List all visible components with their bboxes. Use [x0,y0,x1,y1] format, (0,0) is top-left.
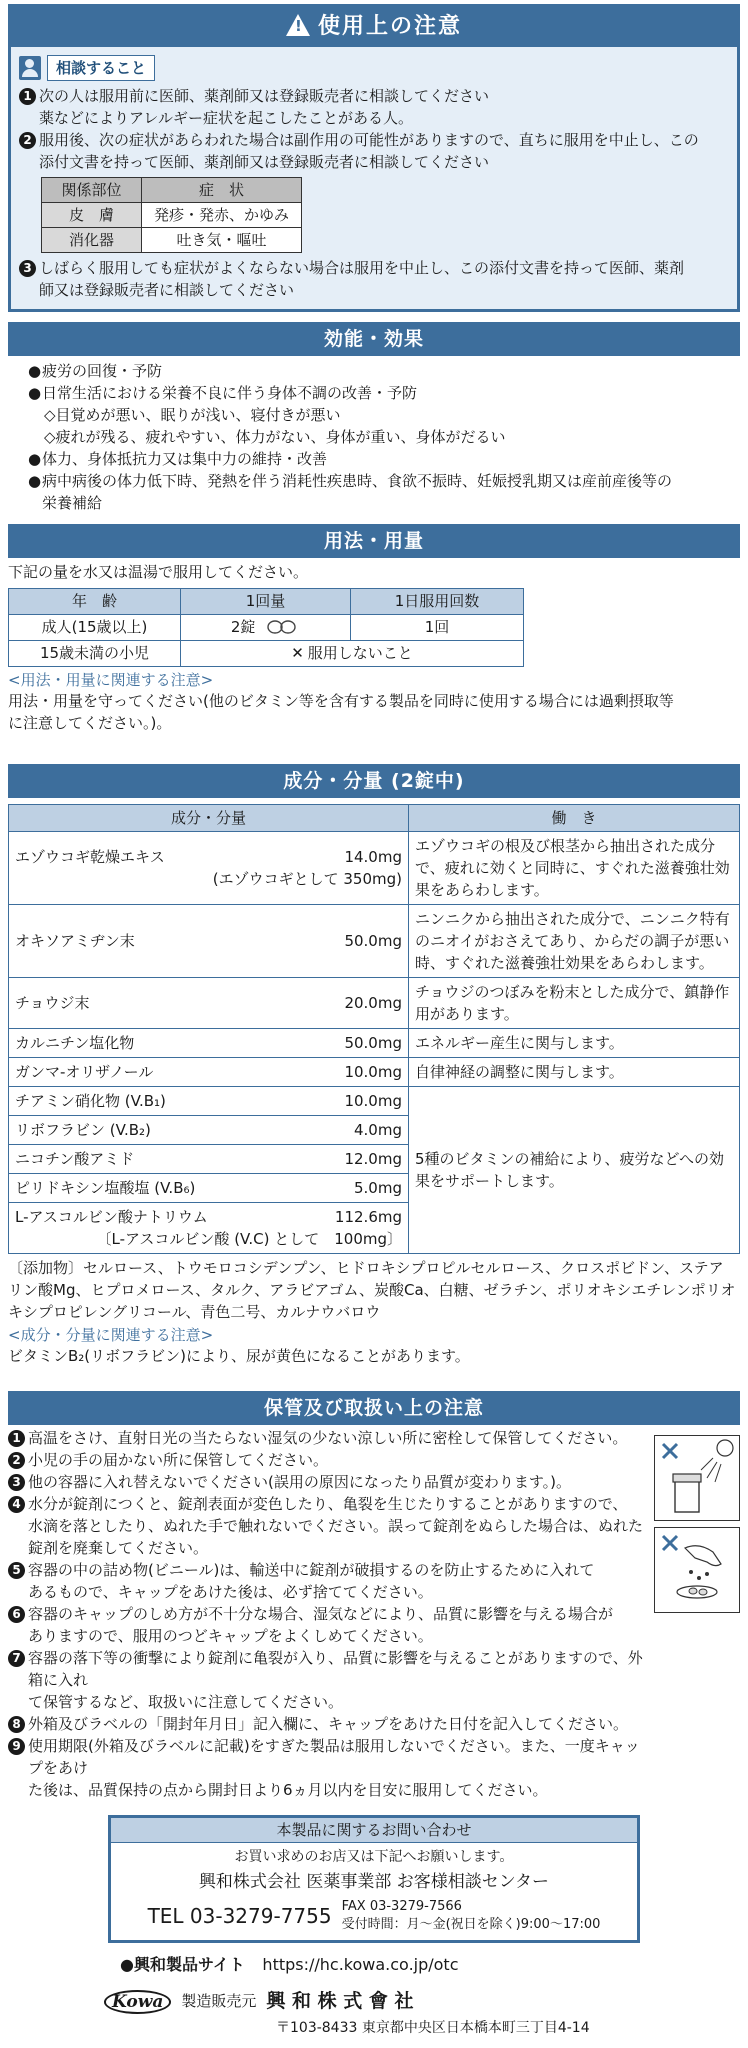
ingredient-effect-cell: チョウジのつぼみを粉末とした成分で、鎮静作用があります。 [409,978,740,1029]
number-badge: 1 [19,88,36,105]
contact-box [108,1815,640,1943]
ingredient-effect-cell: ニンニクから抽出された成分で、ニンニク特有のニオイがおさえてあり、からだの調子が悪い時、すぐれた滋養強壮効果をあらわします。 [409,905,740,978]
site-url-link[interactable]: https://hc.kowa.co.jp/otc [262,1955,459,1975]
symptom-table-cell: 消化器 [42,228,142,253]
ingredients-table [8,804,740,1254]
contact-hours: 受付時間：月～金(祝日を除く)9:00～17:00 [341,1917,601,1933]
caution-item-1 [19,85,729,129]
contact-fax: FAX 03-3279-7566 [341,1899,462,1915]
caution-item-2-line2: 添付文書を持って医師、薬剤師又は登録販売者に相談してください [39,153,490,171]
effects-section [8,322,740,514]
contact-lead: お買い求めのお店又は下記へお願いします。 [234,1849,514,1866]
number-badge: 2 [8,1452,25,1469]
company-name: 興 和 株 式 會 社 [266,1990,414,2013]
ingredients-table-header: 働 き [409,805,740,832]
maker-info [104,1988,740,2016]
contact-center: 興和株式会社 医薬事業部 お客様相談センター [198,1871,550,1892]
storage-item [8,1735,648,1801]
usage-table-header: 1日服用回数 [351,588,524,614]
storage-item [8,1493,648,1559]
usage-note-heading: <用法・用量に関連する注意> [8,670,214,689]
ingredients-title: 成分・分量 (2錠中) [8,764,740,798]
storage-item-line: 錠剤を廃棄してください。 [28,1539,209,1558]
storage-item [8,1713,648,1735]
symptom-table-cell: 発疹・発赤、かゆみ [142,203,302,228]
ingredients-section [8,764,740,1367]
ingredient-cell: チアミン硝化物 (V.B₁) 10.0mg [9,1087,409,1116]
usage-table-cell: ✕ 服用しないこと [181,640,524,666]
no-sunlight-icon [654,1435,740,1521]
storage-item-line: 他の容器に入れ替えないでください(誤用の原因になったり品質が変わります。)。 [28,1473,572,1492]
consult-header [19,55,729,81]
symptom-table-cell: 吐き気・嘔吐 [142,228,302,253]
caution-item-1-line2: 薬などによりアレルギー症状を起こしたことがある人。 [39,109,414,127]
storage-item-line: た後は、品質保持の点から開封日より6ヵ月以内を目安に服用してください。 [28,1781,548,1800]
ingredient-cell: オキソアミヂン末 50.0mg [9,905,409,978]
effect-subitem: ◇目覚めが悪い、眠りが浅い、寝付きが悪い [44,406,341,424]
storage-item [8,1449,648,1471]
number-badge: 3 [19,260,36,277]
warning-icon [286,14,310,36]
caution-title-bar [11,7,737,47]
number-badge: 3 [8,1474,25,1491]
additives-text: 〔添加物〕セルロース、トウモロコシデンプン、ヒドロキシプロピルセルロース、クロスポビドン、ステア リン酸Mg、ヒプロメロース、タルク、アラビアゴム、炭酸Ca、白糖、ゼラチン、ポリオキシエチレンポリオ キシプロピレングリコール、青色二号、カルナウバロウ [8,1259,736,1321]
usage-table-cell: 2錠 [181,614,351,640]
tablet-icon [264,619,300,635]
effect-item: ● 病中病後の体力低下時、発熱を伴う消耗性疾患時、食欲不振時、妊娠授乳期又は産前産後等の 栄養補給 [28,472,673,512]
vitamin-effect-cell: 5種のビタミンの補給により、疲労などへの効果をサポートします。 [409,1087,740,1254]
ingredient-cell: ピリドキシン塩酸塩 (V.B₆) 5.0mg [9,1174,409,1203]
storage-item-line: あるもので、キャップをあけた後は、必ず捨ててください。 [28,1583,433,1602]
kowa-logo: Kowa [104,1990,171,2014]
storage-item [8,1647,648,1713]
person-icon [19,56,41,80]
number-badge: 8 [8,1716,25,1733]
ingredient-cell: チョウジ末 20.0mg [9,978,409,1029]
effect-item: ● 疲労の回復・予防 [28,362,163,380]
symptom-table [41,177,302,253]
storage-section [8,1391,740,1801]
caution-item-3-line2: 師又は登録販売者に相談してください [39,281,295,299]
ingredient-effect-cell: 自律神経の調整に関与します。 [409,1058,740,1087]
ingredient-effect-cell: エゾウコギの根及び根茎から抽出された成分で、疲れに効くと同時に、すぐれた滋養強壮効果をあらわします。 [409,832,740,905]
storage-item [8,1559,648,1603]
storage-item-line: 容器の落下等の衝撃により錠剤に亀裂が入り、品質に影響を与えることがありますので、外箱に入れ [28,1649,643,1690]
usage-table-header: 年 齢 [9,588,181,614]
storage-item-line: 高温をさけ、直射日光の当たらない湿気の少ない涼しい所に密栓して保管してください。 [28,1429,628,1448]
effects-title: 効能・効果 [8,322,740,356]
storage-item [8,1471,648,1493]
ingredient-cell: リボフラビン (V.B₂) 4.0mg [9,1116,409,1145]
symptom-table-header: 症 状 [142,178,302,203]
storage-title: 保管及び取扱い上の注意 [8,1391,740,1425]
storage-item-line: 容器のキャップのしめ方が不十分な場合、湿気などにより、品質に影響を与える場合が [28,1605,614,1624]
storage-item [8,1603,648,1647]
caution-section [8,4,740,312]
site-label: ●興和製品サイト [120,1955,245,1975]
caution-title: 使用上の注意 [317,14,462,39]
number-badge: 6 [8,1606,25,1623]
ingredient-cell: ガンマ-オリザノール 10.0mg [9,1058,409,1087]
ingredient-cell: エゾウコギ乾燥エキス 14.0mg (エゾウコギとして 350mg) [9,832,409,905]
usage-table [8,588,524,667]
usage-section [8,524,740,734]
product-site [120,1953,740,1976]
number-badge: 4 [8,1496,25,1513]
ingredients-note-text: ビタミンB₂(リボフラビン)により、尿が黄色になることがあります。 [8,1346,470,1365]
usage-note-text: 用法・用量を守ってください(他のビタミン等を含有する製品を同時に使用する場合には過剰摂取等 に注意してください。)。 [8,691,674,732]
storage-illustrations [648,1427,740,1801]
ingredients-note-heading: <成分・分量に関連する注意> [8,1325,214,1344]
storage-item-line: 小児の手の届かない所に保管してください。 [28,1451,329,1470]
usage-title: 用法・用量 [8,524,740,558]
contact-tel: TEL 03-3279-7755 [147,1903,332,1928]
storage-item-line: 外箱及びラベルの「開封年月日」記入欄に、キャップをあけた日付を記入してください。 [28,1715,629,1734]
caution-item-3-line1: しばらく服用しても症状がよくならない場合は服用を中止し、この添付文書を持って医師、薬剤 [39,259,685,277]
symptom-table-header: 関係部位 [42,178,142,203]
contact-title: 本製品に関するお問い合わせ [111,1818,637,1843]
number-badge: 5 [8,1562,25,1579]
usage-table-cell: 1回 [351,614,524,640]
ingredient-cell: ニコチン酸アミド 12.0mg [9,1145,409,1174]
caution-item-2 [19,129,729,173]
effect-item: ● 日常生活における栄養不良に伴う身体不調の改善・予防 [28,384,418,402]
ingredient-cell: カルニチン塩化物 50.0mg [9,1029,409,1058]
maker-label: 製造販売元 [181,1992,257,2011]
storage-item-line: ありますので、服用のつどキャップをよくしめてください。 [28,1627,433,1646]
usage-table-cell: 成人(15歳以上) [9,614,181,640]
storage-item-line: 水滴を落としたり、ぬれた手で触れないでください。誤って錠剤をぬらした場合は、ぬれた [28,1517,644,1536]
storage-item-line: 容器の中の詰め物(ビニール)は、輸送中に錠剤が破損するのを防止するために入れて [28,1561,595,1580]
effect-subitem: ◇疲れが残る、疲れやすい、体力がない、身体が重い、身体がだるい [44,428,506,446]
caution-item-3 [19,257,729,301]
ingredient-cell: L-アスコルビン酸ナトリウム 112.6mg 〔L-アスコルビン酸 (V.C) として 100mg〕 [9,1203,409,1254]
company-address: 〒103-8433 東京都中央区日本橋本町三丁目4-14 [276,2019,590,2036]
number-badge: 2 [19,132,36,149]
storage-item-line: て保管するなど、取扱いに注意してください。 [28,1693,344,1712]
caution-item-1-line1: 次の人は服用前に医師、薬剤師又は登録販売者に相談してください [39,87,490,105]
storage-list [8,1427,648,1801]
no-wet-hands-icon [654,1527,740,1613]
usage-intro: 下記の量を水又は温湯で服用してください。 [8,563,309,581]
caution-item-2-line1: 服用後、次の症状があらわれた場合は副作用の可能性がありますので、直ちに服用を中止し、この [39,131,699,149]
storage-item-line: 水分が錠剤につくと、錠剤表面が変色したり、亀裂を生じたりすることがありますので、 [28,1495,628,1514]
cross-icon: ✕ [291,643,304,662]
consult-label: 相談すること [47,55,155,81]
symptom-table-cell: 皮 膚 [42,203,142,228]
package-insert [0,4,748,2048]
usage-table-cell: 15歳未満の小児 [9,640,181,666]
effect-item: ● 体力、身体抵抗力又は集中力の維持・改善 [28,450,328,468]
number-badge: 9 [8,1738,25,1755]
storage-item-line: 使用期限(外箱及びラベルに記載)をすぎた製品は服用しないでください。また、一度キャップをあけ [28,1737,640,1778]
storage-item [8,1427,648,1449]
number-badge: 1 [8,1430,25,1447]
ingredient-effect-cell: エネルギー産生に関与します。 [409,1029,740,1058]
number-badge: 7 [8,1650,25,1667]
ingredients-table-header: 成分・分量 [9,805,409,832]
usage-table-header: 1回量 [181,588,351,614]
